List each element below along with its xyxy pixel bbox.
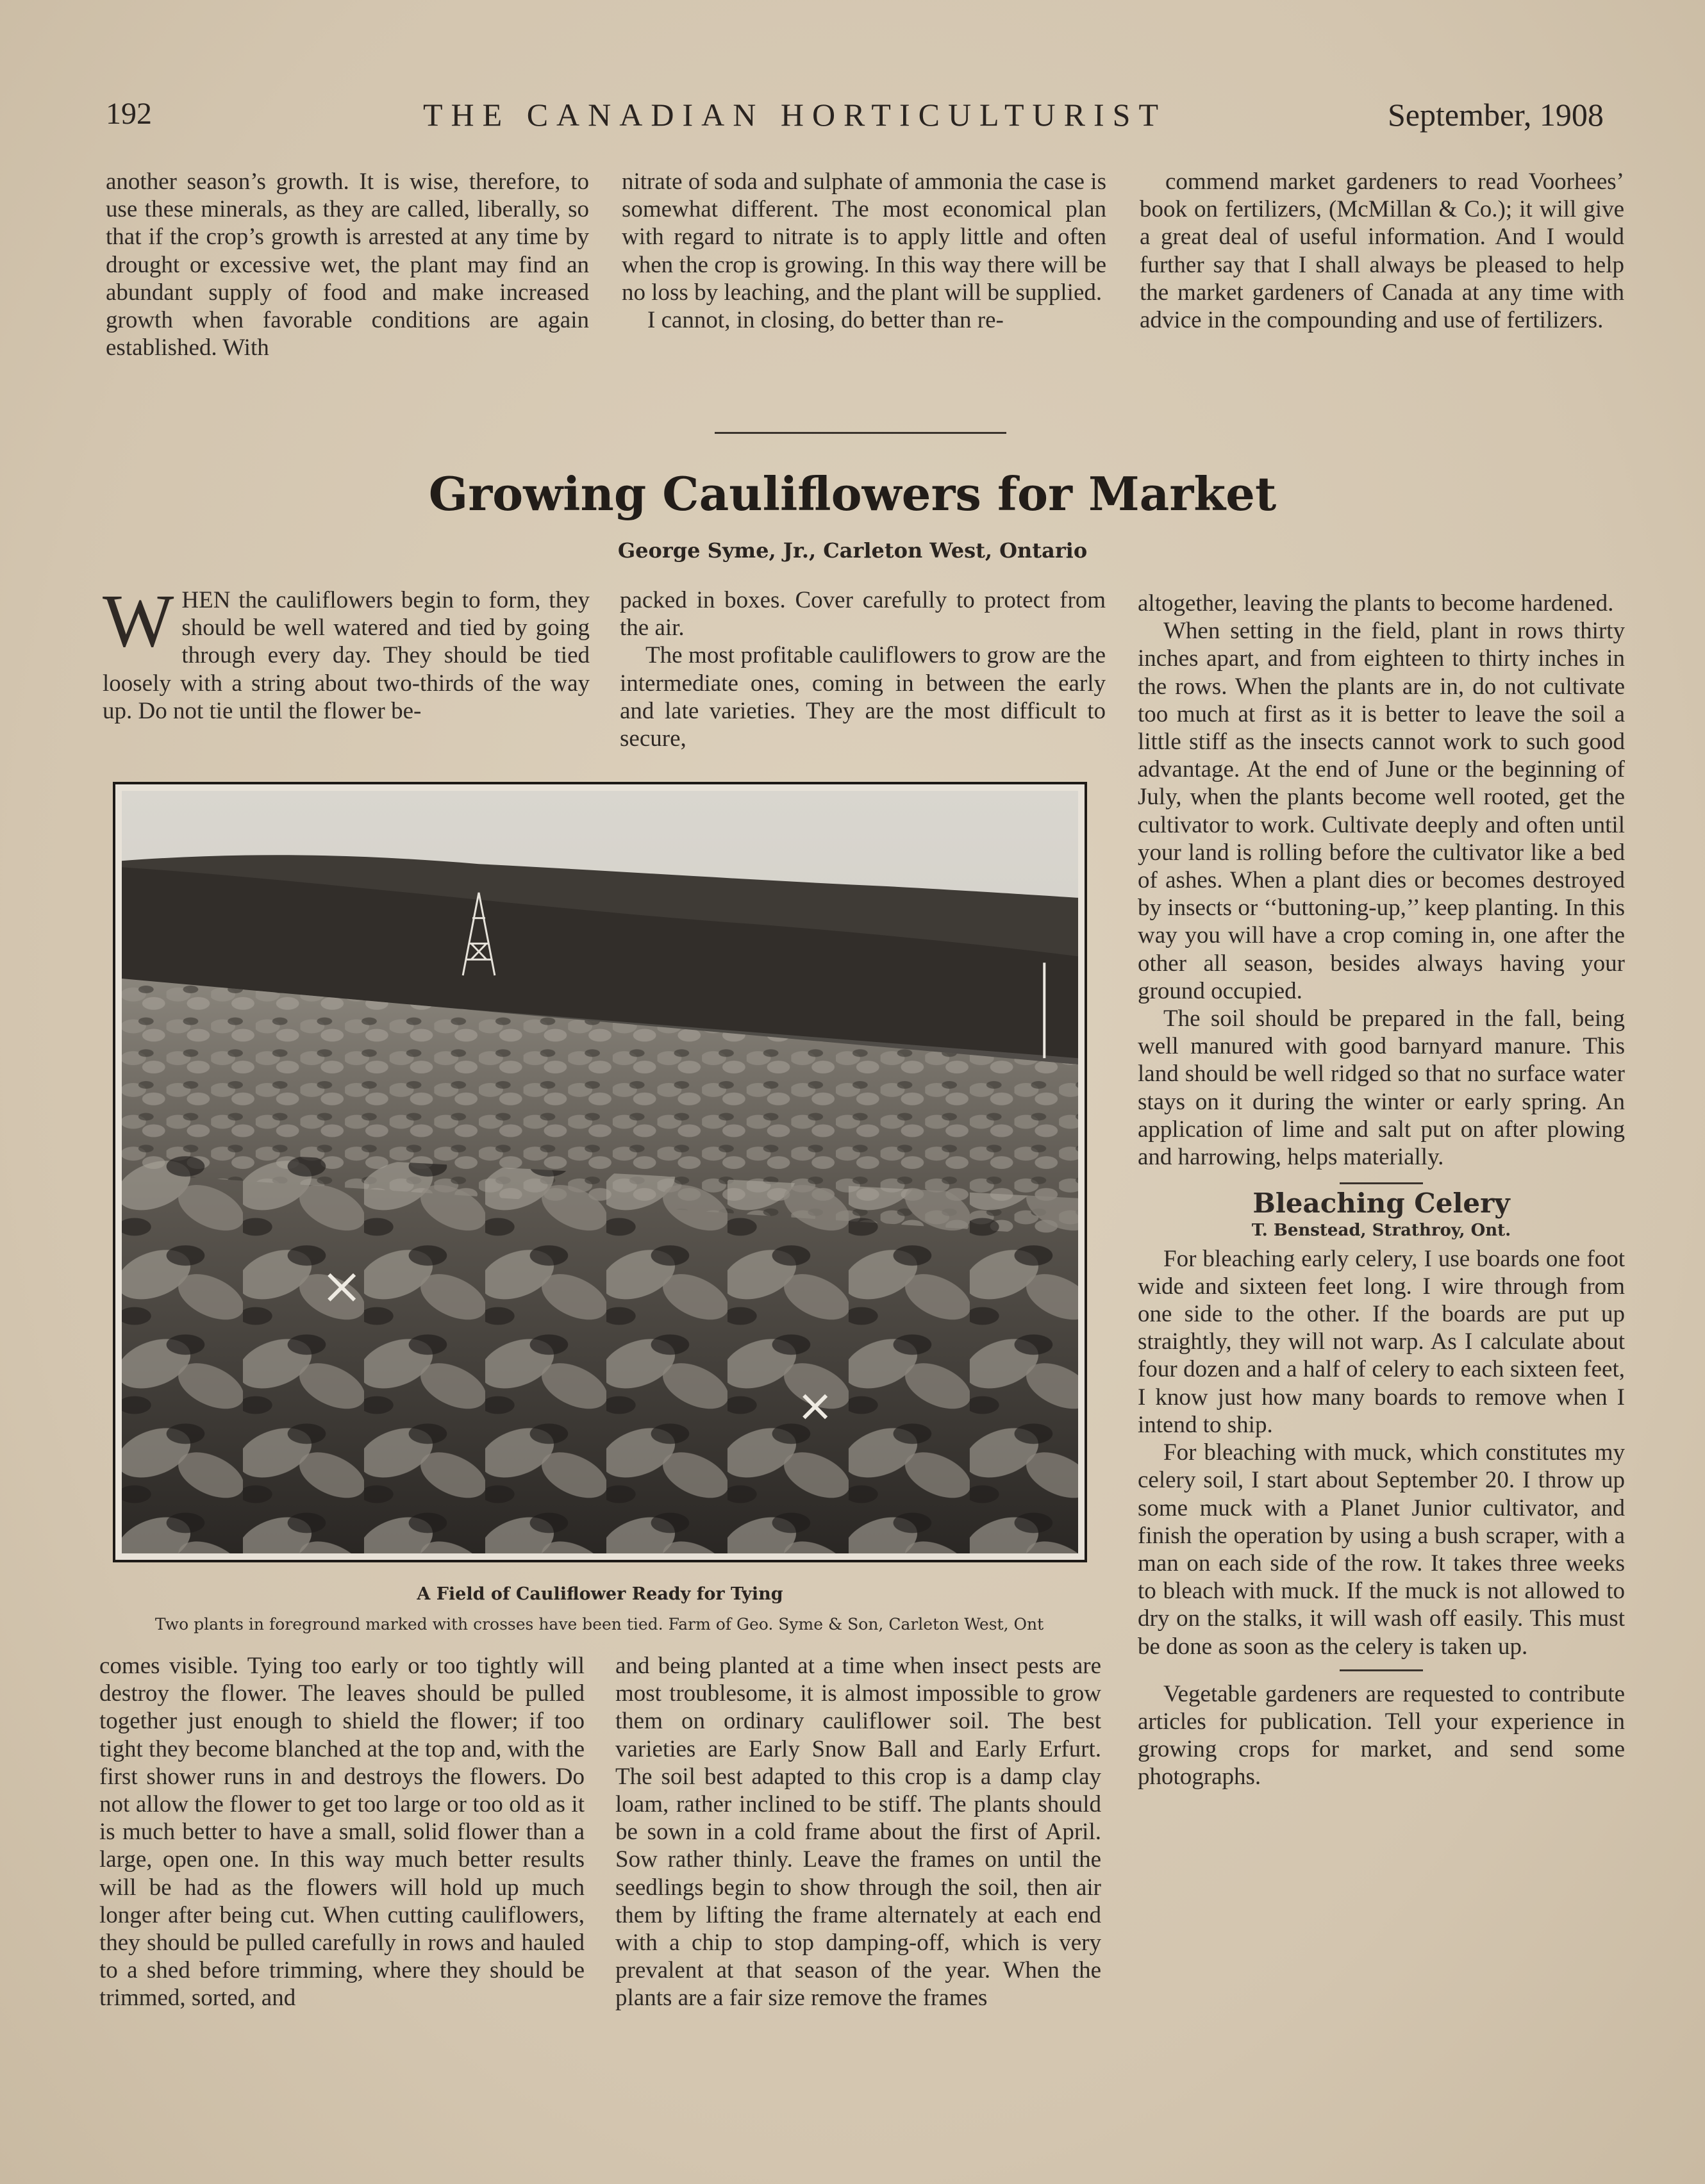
article-col-2-bottom-text: and being planted at a time when insect pests are most troublesome, it is almost impossible to grow them on ordinary cauliflower soil. The best varieties are Early Snow Ball and Early Erfurt. The soil best adapted to this crop is a damp clay loam, rather inclined to be stiff. The plants should be sown in a cold frame about the first of April. Sow rather thinly. Leave the frames on until the seedlings begin to show through the soil, then air them by lifting the frame alternately at each end with a chip to stop damping-off, which is very prevalent at that season of the year. When the plants are a fair size remove the frames (615, 1653, 1101, 2012)
publication-title: THE CANADIAN HORTICULTURIST (423, 97, 1167, 133)
notice-divider (1340, 1669, 1423, 1671)
drop-cap: W (103, 579, 174, 663)
sidebar-para-1: For bleaching early celery, I use boards one foot wide and sixteen feet long. I wire through from one side to the other. If the boards are put up straightly, they will not warp. As I calculate about four dozen and a half of celery to each sixteen feet, I know just how many boards to remove when I intend to ship. (1138, 1245, 1625, 1438)
prev-article-col-3-text: commend market gardeners to read Voorhees’ book on fertilizers, (McMillan & Co.); it will give a great deal of useful information. And I would further say that I shall always be pleased to help the market gardeners of Canada at any time with advice in the compounding and use of fertilizers. (1140, 169, 1624, 334)
article-byline: George Syme, Jr., Carleton West, Ontario (617, 538, 1088, 563)
photo-caption-title: A Field of Cauliflower Ready for Tying (417, 1584, 783, 1604)
article-col-1-top (103, 579, 590, 725)
article-col-3-para-3: The soil should be prepared in the fall, being well manured with good barnyard manure. This land should be well ridged so that no surface water stays on it during the winter or early spring. An application of lime and salt put on after plowing and harrowing, helps materially. (1138, 1005, 1625, 1171)
article-col-2-top-para-2: The most profitable cauliflowers to grow are the intermediate ones, coming in between the early and late varieties. They are the most difficult to secure, (620, 642, 1106, 752)
sidebar-para-2: For bleaching with muck, which constitutes my celery soil, I start about September 20. I throw up some muck with a Planet Junior cultivator, and finish the operation by using a bush scraper, with a man on each side of the row. It takes three weeks to bleach with muck. If the muck is not allowed to dry on the stalks, it will wash off easily. This must be done as soon as the celery is taken up. (1138, 1439, 1625, 1660)
prev-article-col-2 (622, 168, 1106, 334)
field-photo-image (122, 791, 1078, 1553)
prev-article-col-1-text: another season’s growth. It is wise, therefore, to use these minerals, as they are called, liberally, so that if the crop’s growth is arrested at any time by drought or excessive wet, the plant may find an abundant supply of food and make increased growth when favorable conditions are again established. With (106, 169, 589, 361)
article-col-2-top-para-1: packed in boxes. Cover carefully to protect from the air. (620, 587, 1106, 641)
article-col-3-para-1: altogether, leaving the plants to become hardened. (1138, 590, 1614, 616)
page-number: 192 (106, 97, 152, 131)
issue-date: September, 1908 (1388, 97, 1604, 133)
prev-article-col-2-para-2: I cannot, in closing, do better than re- (647, 307, 1004, 334)
article-col-3 (1138, 590, 1625, 1791)
article-col-2-bottom (615, 1652, 1101, 2012)
article-col-2-top (620, 586, 1106, 752)
article-col-1-top-para (103, 579, 590, 725)
article-col-3-para-2: When setting in the field, plant in rows thirty inches apart, and from eighteen to thirty inches in the rows. When the plants are in, do not cultivate too much at first as it is better to leave the soil a little stiff as the insects cannot work to such good advantage. At the end of June or the beginning of July, when the plants become well rooted, get the cultivator to work. Cultivate deeply and often until your land is rolling before the cultivator like a bed of ashes. When a plant dies or becomes destroyed by insects or ‘‘buttoning-up,’’ keep planting. In this way you will have a crop coming in, one after the other all season, besides always having your ground occupied. (1138, 618, 1625, 1004)
prev-article-col-3 (1140, 168, 1624, 334)
prev-article-col-1 (106, 168, 589, 361)
sidebar-title: Bleaching Celery (1252, 1187, 1510, 1220)
article-title: Growing Cauliflowers for Market (428, 467, 1277, 521)
contributors-notice: Vegetable gardeners are requested to contribute articles for publication. Tell your experience in growing crops for market, and send some photographs. (1138, 1680, 1625, 1791)
sidebar-byline: T. Benstead, Strathroy, Ont. (1251, 1221, 1511, 1241)
article-col-1-bottom (99, 1652, 585, 2012)
article-col-1-bottom-text: comes visible. Tying too early or too tightly will destroy the flower. The leaves should be pulled together just enough to shield the flower; if too tight they become blanched at the top and, with the first shower runs in and destroys the flowers. Do not allow the flower to get too large or too old as it is much better to have a small, solid flower than a large, open one. In this way much better results will be had as the flowers will hold up much longer after being cut. When cutting cauliflowers, they should be pulled carefully in rows and hauled to a shed before trimming, where they should be trimmed, sorted, and (99, 1653, 585, 2012)
sidebar-divider (1340, 1182, 1423, 1184)
photo-caption-text: Two plants in foreground marked with crosses have been tied. Farm of Geo. Syme & Son, Carleton West, Ont (154, 1615, 1044, 1634)
article-col-1-top-text: HEN the cauliflowers begin to form, they should be well watered and tied by going through every day. They should be tied loosely with a string about two-thirds of the way up. Do not tie until the flower be- (103, 587, 590, 724)
section-divider (715, 432, 1006, 434)
prev-article-col-2-para-1: nitrate of soda and sulphate of ammonia the case is somewhat different. The most economical plan with regard to nitrate is to apply little and often when the crop is growing. In this way there will be no loss by leaching, and the plant will be supplied. (622, 169, 1106, 306)
cauliflower-field-photo (113, 782, 1087, 1562)
